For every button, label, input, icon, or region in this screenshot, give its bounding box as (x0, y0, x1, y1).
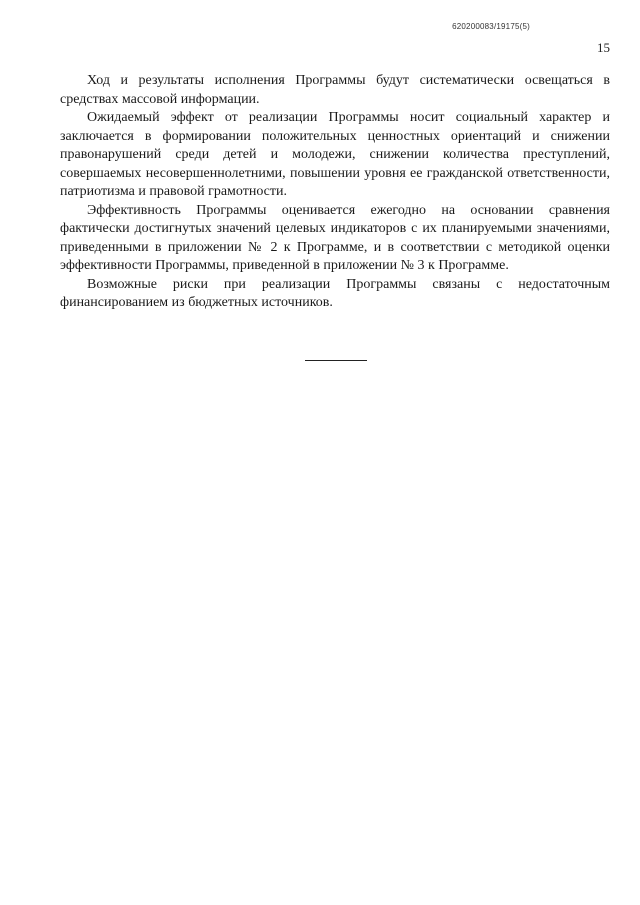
end-separator-line (305, 360, 367, 361)
paragraph-effectiveness: Эффективность Программы оценивается ежегодно на основании сравнения фактически достигнутых значений целевых индикаторов с их планируемыми значениями, приведенными в приложении № 2 к Программе, и в соответствии с методикой оценки эффективности Программы, приведенной в приложении № 3 к Программе. (60, 202, 610, 273)
document-code: 620200083/19175(5) (452, 22, 530, 31)
paragraph-media-coverage: Ход и результаты исполнения Программы будут систематически освещаться в средствах массовой информации. (60, 73, 610, 107)
paragraph-expected-effect: Ожидаемый эффект от реализации Программы носит социальный характер и заключается в формировании положительных ценностных ориентаций и снижении правонарушений среди детей и молодежи, снижении количества преступлений, совершаемых несовершеннолетними, повышении уровня ее гражданской ответственности, патриотизма и правовой грамотности. (60, 110, 610, 199)
page-number: 15 (597, 40, 610, 55)
paragraph-risks: Возможные риски при реализации Программы связаны с недостаточным финансированием из бюджетных источников. (60, 276, 610, 310)
document-body (60, 72, 610, 313)
